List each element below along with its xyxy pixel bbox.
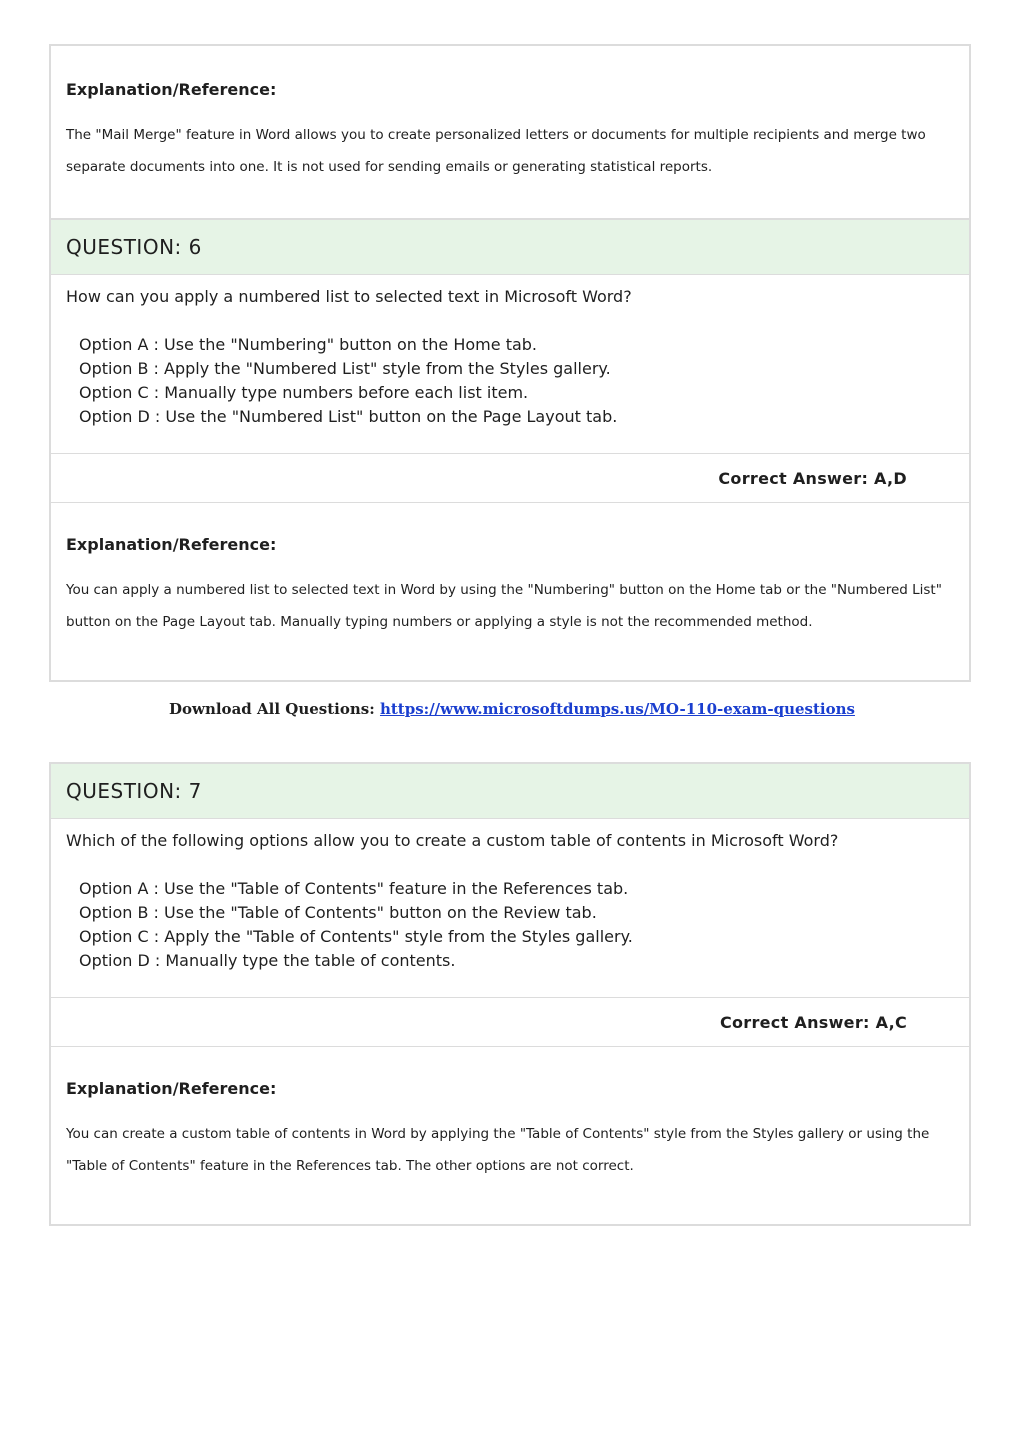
option-b: Option B : Apply the "Numbered List" style from the Styles gallery. [79,359,611,378]
download-link[interactable]: https://www.microsoftdumps.us/MO-110-exam-questions [379,700,855,718]
correct-answer: Correct Answer: A,C [719,1013,907,1032]
option-c: Option C : Apply the "Table of Contents" style from the Styles gallery. [79,927,633,946]
option-d: Option D : Use the "Numbered List" button on the Page Layout tab. [79,407,618,426]
answer-row [51,453,969,503]
correct-answer: Correct Answer: A,D [718,469,907,488]
explanation-text: You can apply a numbered list to selected text in Word by using the "Numbering" button on the Home tab or the "Numbered List" button on the Page Layout tab. Manually typing numbers or applying a style is not the recommended method. [66,582,942,630]
explanation-title: Explanation/Reference: [66,535,277,554]
answer-row [51,997,969,1047]
option-b: Option B : Use the "Table of Contents" button on the Review tab. [79,903,597,922]
explanation-title: Explanation/Reference: [66,80,277,99]
options-list [66,333,954,429]
question-text: How can you apply a numbered list to selected text in Microsoft Word? [66,287,632,306]
download-label: Download All Questions: [169,700,375,718]
explanation-title: Explanation/Reference: [66,1079,277,1098]
question-heading: QUESTION: 7 [51,764,969,819]
options-list [66,877,954,973]
question-box-6 [49,218,971,682]
question-heading: QUESTION: 6 [51,220,969,275]
explanation-text: The "Mail Merge" feature in Word allows you to create personalized letters or documents for multiple recipients and merge two separate documents into one. It is not used for sending emails or generating statistical reports. [66,127,926,175]
option-a: Option A : Use the "Table of Contents" feature in the References tab. [79,879,629,898]
option-a: Option A : Use the "Numbering" button on the Home tab. [79,335,538,354]
download-line [0,700,1024,718]
explanation-text: You can create a custom table of contents in Word by applying the "Table of Contents" style from the Styles gallery or using the "Table of Contents" feature in the References tab. The other options are not correct. [66,1126,930,1174]
question-box-7 [49,762,971,1226]
option-c: Option C : Manually type numbers before each list item. [79,383,529,402]
explanation-box-prev [49,44,971,220]
question-text: Which of the following options allow you to create a custom table of contents in Microsoft Word? [66,831,839,850]
option-d: Option D : Manually type the table of contents. [79,951,456,970]
